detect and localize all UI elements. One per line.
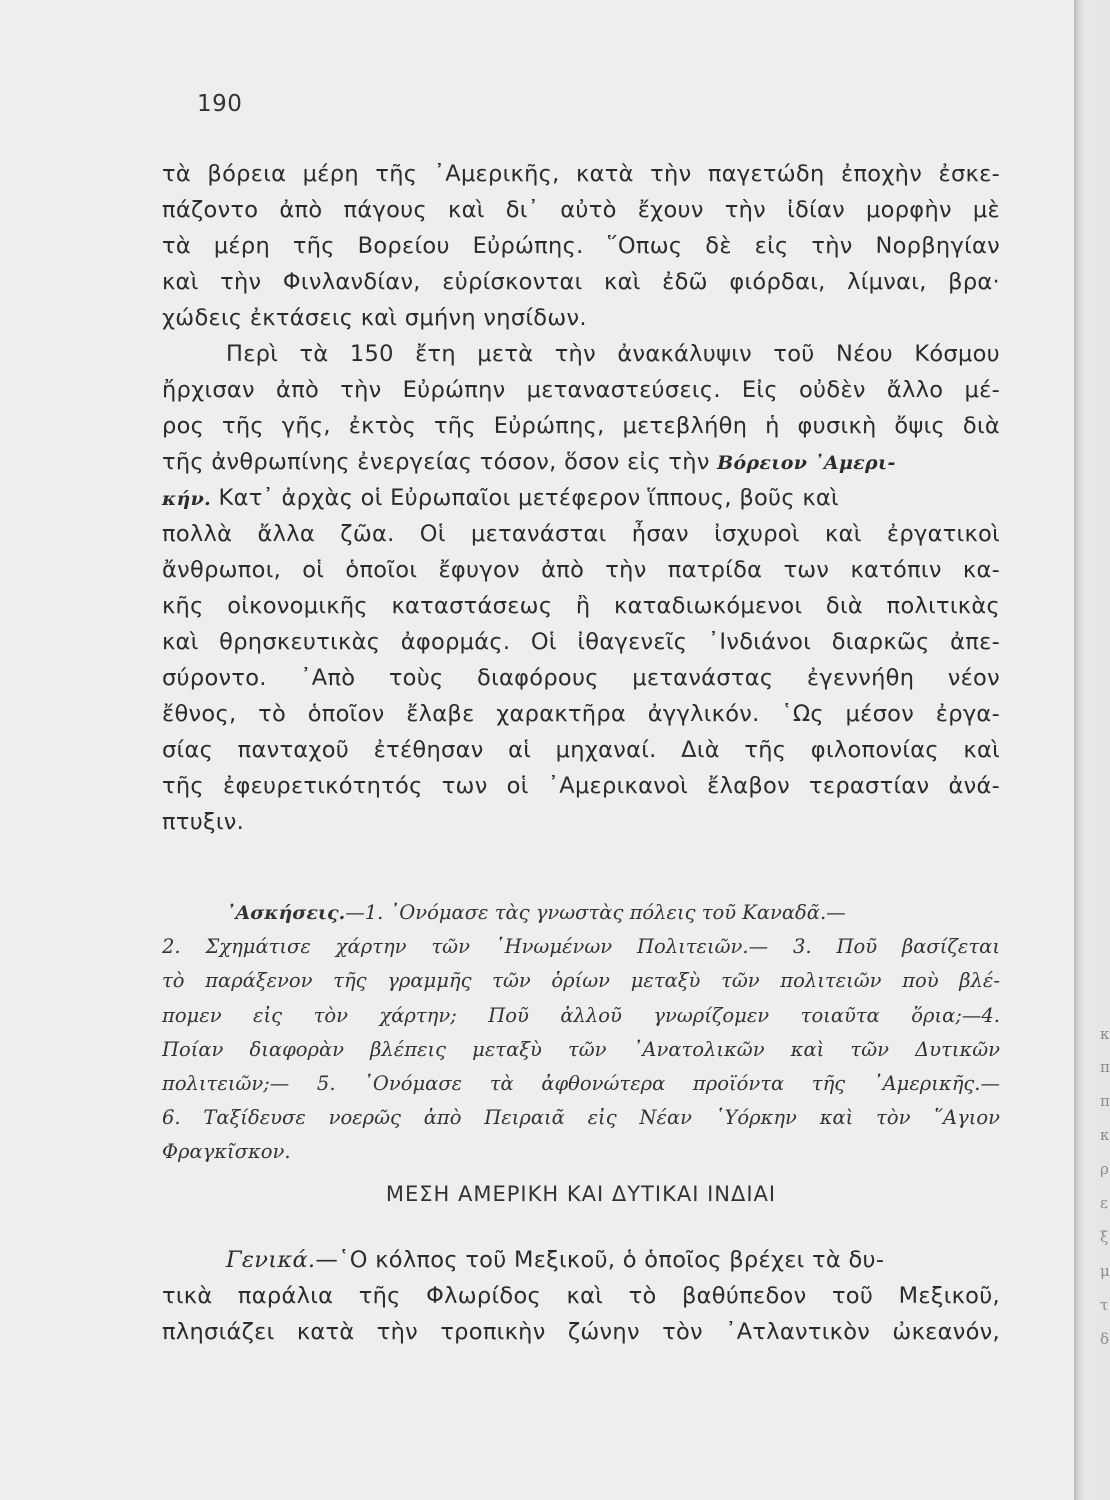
page-number: 190 — [197, 91, 243, 117]
exercises-line-5: Ποίαν διαφορὰν βλέπεις μεταξὺ τῶν ᾿Ανατολικῶν καὶ τῶν Δυτικῶν — [162, 1038, 1000, 1061]
paragraph-2-line-5-text: Κατ᾿ ἀρχὰς οἱ Εὐρωπαῖοι μετέφερον ἵππους, βοῦς καὶ — [211, 485, 839, 511]
paragraph-2-line-8: κῆς οἰκονομικῆς καταστάσεως ἢ καταδιωκόμενοι διὰ πολιτικὰς — [162, 593, 1000, 619]
paragraph-2-line-14: πτυξιν. — [162, 809, 245, 835]
section-line-2: τικὰ παράλια τῆς Φλωρίδος καὶ τὸ βαθύπεδον τοῦ Μεξικοῦ, — [162, 1283, 1000, 1309]
facing-glyph: π — [1100, 1058, 1110, 1076]
facing-glyph: τ — [1100, 1296, 1109, 1314]
paragraph-2-line-13: τῆς ἐφευρετικότητός των οἱ ᾿Αμερικανοὶ ἔλαβον τεραστίαν ἀνά- — [162, 773, 1000, 799]
exercises-line-4: πομεν εἰς τὸν χάρτην; Ποῦ ἀλλοῦ γνωρίζομεν τοιαῦτα ὅρια;—4. — [162, 1004, 1000, 1027]
paragraph-2-line-10: σύροντο. ᾿Απὸ τοὺς διαφόρους μετανάστας ἐγεννήθη νέον — [162, 665, 1000, 691]
section-title: ΜΕΣΗ ΑΜΕΡΙΚΗ ΚΑΙ ΔΥΤΙΚΑΙ ΙΝΔΙΑΙ — [385, 1182, 777, 1206]
paragraph-1-line-1: τὰ βόρεια μέρη τῆς ᾿Αμερικῆς, κατὰ τὴν παγετώδη ἐποχὴν ἐσκε- — [162, 161, 1000, 187]
section-lead: Γενικά. — [226, 1247, 316, 1273]
exercises-line-1 — [226, 898, 1000, 928]
paragraph-2-line-1: Περὶ τὰ 150 ἔτη μετὰ τὴν ἀνακάλυψιν τοῦ Νέου Κόσμου — [226, 341, 1000, 367]
section-line-1 — [226, 1245, 1000, 1275]
facing-glyph: ρ — [1100, 1160, 1109, 1178]
paragraph-2-line-6: πολλὰ ἄλλα ζῶα. Οἱ μετανάσται ἦσαν ἰσχυροὶ καὶ ἐργατικοὶ — [162, 521, 1000, 547]
exercises-line-1-text: —1. ᾿Ονόμασε τὰς γνωστὰς πόλεις τοῦ Καναδᾶ.— — [345, 901, 846, 924]
paragraph-2-line-12: σίας πανταχοῦ ἐτέθησαν αἱ μηχαναί. Διὰ τῆς φιλοπονίας καὶ — [162, 737, 1000, 763]
paragraph-2-line-9: καὶ θρησκευτικὰς ἀφορμάς. Οἱ ἰθαγενεῖς ᾿Ινδιάνοι διαρκῶς ἀπε- — [162, 629, 1000, 655]
emphasis-north-america-end: κήν. — [162, 488, 212, 510]
facing-glyph: δ — [1100, 1330, 1110, 1348]
paragraph-1-line-2: πάζοντο ἀπὸ πάγους καὶ δι᾿ αὐτὸ ἔχουν τὴν ἰδίαν μορφὴν μὲ — [162, 197, 1000, 223]
facing-glyph: π — [1100, 1092, 1110, 1110]
facing-glyph: κ — [1100, 1025, 1110, 1043]
exercises-line-2: 2. Σχημάτισε χάρτην τῶν ῾Ηνωμένων Πολιτειῶν.— 3. Ποῦ βασίζεται — [162, 935, 1000, 958]
paragraph-2-line-4 — [162, 447, 1000, 478]
paragraph-2-line-5 — [162, 483, 1000, 514]
exercises-line-6: πολιτειῶν;— 5. ᾿Ονόμασε τὰ ἀφθονώτερα προϊόντα τῆς ᾿Αμερικῆς.— — [162, 1072, 1000, 1095]
paragraph-1-line-4: καὶ τὴν Φινλανδίαν, εὑρίσκονται καὶ ἐδῶ φιόρδαι, λίμναι, βρα· — [162, 269, 1000, 295]
section-line-3: πλησιάζει κατὰ τὴν τροπικὴν ζώνην τὸν ᾿Ατλαντικὸν ὠκεανόν, — [162, 1319, 1000, 1345]
paragraph-2-line-3: ρος τῆς γῆς, ἐκτὸς τῆς Εὐρώπης, μετεβλήθη ἡ φυσικὴ ὄψις διὰ — [162, 413, 1000, 439]
facing-glyph: μ — [1100, 1262, 1110, 1280]
section-line-1-text: —῾Ο κόλπος τοῦ Μεξικοῦ, ὁ ὁποῖος βρέχει τὰ δυ- — [315, 1247, 885, 1273]
paragraph-2-line-2: ἤρχισαν ἀπὸ τὴν Εὐρώπην μεταναστεύσεις. Εἰς οὐδὲν ἄλλο μέ- — [162, 377, 1000, 403]
paragraph-1-line-3: τὰ μέρη τῆς Βορείου Εὐρώπης. ῞Οπως δὲ εἰς τὴν Νορβηγίαν — [162, 233, 1000, 259]
exercises-line-7: 6. Ταξίδευσε νοερῶς ἀπὸ Πειραιᾶ εἰς Νέαν ῾Υόρκην καὶ τὸν ῞Αγιον — [162, 1106, 1000, 1129]
facing-page-edge — [1098, 0, 1110, 1500]
paragraph-2-line-11: ἔθνος, τὸ ὁποῖον ἔλαβε χαρακτῆρα ἀγγλικόν. ῾Ως μέσον ἐργα- — [162, 701, 1000, 727]
facing-glyph: ε — [1100, 1194, 1108, 1212]
paragraph-2-line-7: ἄνθρωποι, οἱ ὁποῖοι ἔφυγον ἀπὸ τὴν πατρίδα των κατόπιν κα- — [162, 557, 1000, 583]
exercises-line-8: Φραγκῖσκον. — [162, 1140, 291, 1163]
exercises-line-3: τὸ παράξενον τῆς γραμμῆς τῶν ὁρίων μεταξὺ τῶν πολιτειῶν ποὺ βλέ- — [162, 969, 1000, 992]
exercises-heading: ᾿Ασκήσεις. — [226, 902, 346, 924]
facing-glyph: κ — [1100, 1126, 1110, 1144]
paragraph-2-line-4-text: τῆς ἀνθρωπίνης ἐνεργείας τόσον, ὅσον εἰς τὴν — [162, 449, 710, 475]
facing-glyph: ξ — [1100, 1228, 1109, 1246]
emphasis-north-america: Βόρειον ᾿Αμερι- — [717, 452, 896, 474]
paragraph-1-line-5: χώδεις ἐκτάσεις καὶ σμήνη νησίδων. — [162, 305, 587, 331]
